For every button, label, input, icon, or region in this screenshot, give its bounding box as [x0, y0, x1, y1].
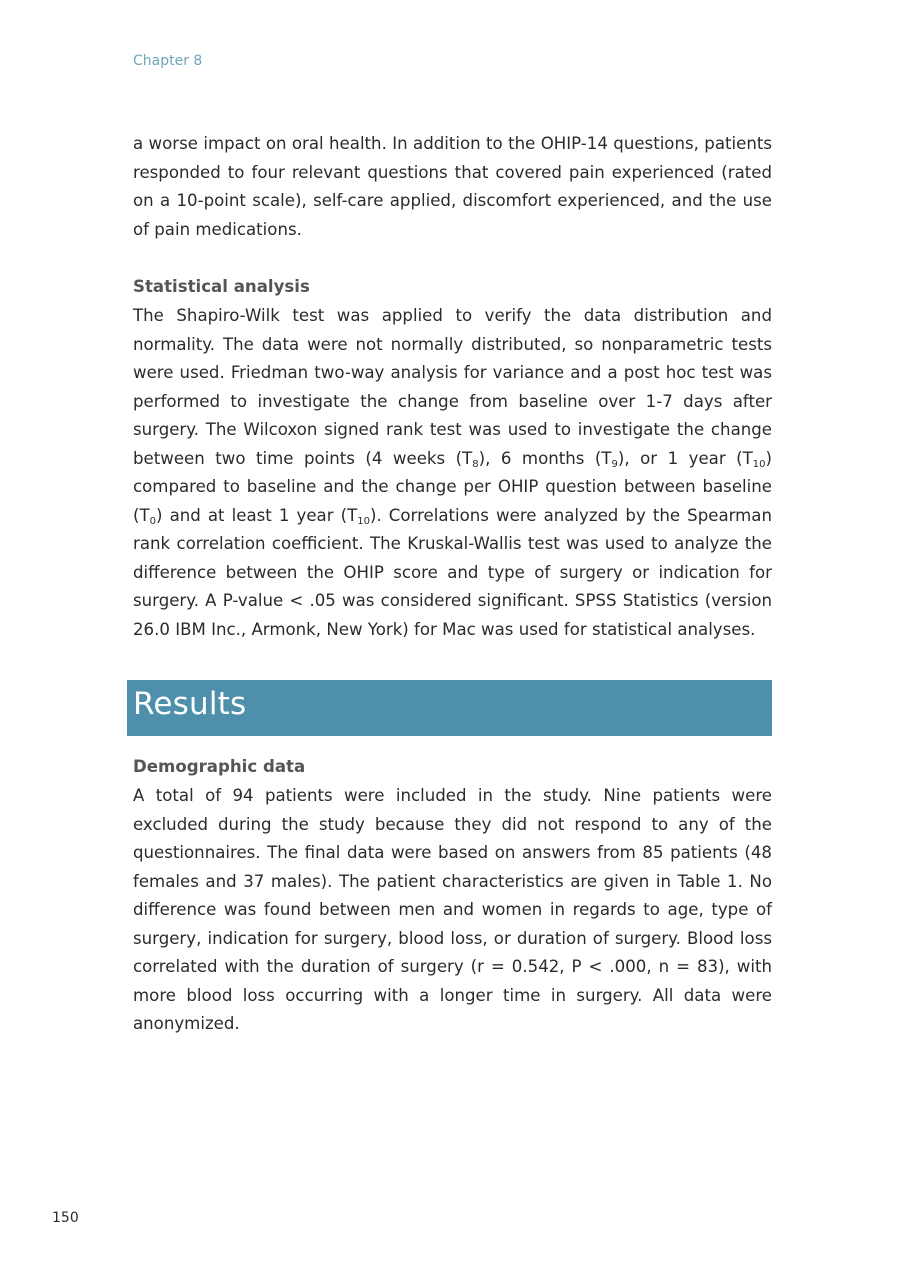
statistical-analysis-heading: Statistical analysis: [133, 277, 310, 296]
stat-sub-3: 10: [752, 458, 766, 470]
page-number: 150: [52, 1210, 79, 1226]
stat-text-6: ). Correlations were analyzed by the Spearman rank correlation coefficient. The Kruskal-Wallis test was used to analyze the difference between the OHIP score and type of surgery or indication for surgery. A P-value < .05 was considered significant. SPSS Statistics (version 26.0 IBM Inc., Armonk, New York) for Mac was used for statistical analyses.: [133, 505, 772, 639]
running-header-chapter: Chapter 8: [133, 53, 203, 69]
stat-sub-5: 10: [357, 515, 370, 527]
stat-text-4: ) compared to baseline and the change per OHIP question between baseline (T: [133, 448, 772, 525]
stat-sub-1: 8: [472, 458, 479, 470]
intro-paragraph: a worse impact on oral health. In addition to the OHIP-14 questions, patients responded to four relevant questions that covered pain experienced (rated on a 10-point scale), self-care applied, discomfort experienced, and the use of pain medications.: [133, 134, 772, 239]
results-title: Results: [133, 686, 247, 722]
statistical-analysis-paragraph: [133, 302, 772, 644]
stat-sub-2: 9: [611, 458, 618, 470]
stat-text-2: ), 6 months (T: [478, 448, 612, 468]
stat-text-3: ), or 1 year (T: [617, 448, 753, 468]
results-section-banner: [127, 680, 772, 736]
stat-text-5: ) and at least 1 year (T: [156, 505, 358, 525]
stat-text-1: The Shapiro-Wilk test was applied to verify the data distribution and normality. The data were not normally distributed, so nonparametric tests were used. Friedman two-way analysis for variance and a post hoc test was performed to investigate the change from baseline over 1-7 days after surgery. The Wilcoxon signed rank test was used to investigate the change between two time points (4 weeks (T: [133, 306, 772, 468]
demographic-data-heading: Demographic data: [133, 757, 306, 776]
demographic-data-paragraph: A total of 94 patients were included in the study. Nine patients were excluded during the study because they did not respond to any of the questionnaires. The final data were based on answers from 85 patients (48 females and 37 males). The patient characteristics are given in Table 1. No difference was found between men and women in regards to age, type of surgery, indication for surgery, blood loss, or duration of surgery. Blood loss correlated with the duration of surgery (r = 0.542, P < .000, n = 83), with more blood loss occurring with a longer time in surgery. All data were anonymized.: [133, 786, 772, 1033]
stat-sub-4: 0: [149, 515, 156, 527]
